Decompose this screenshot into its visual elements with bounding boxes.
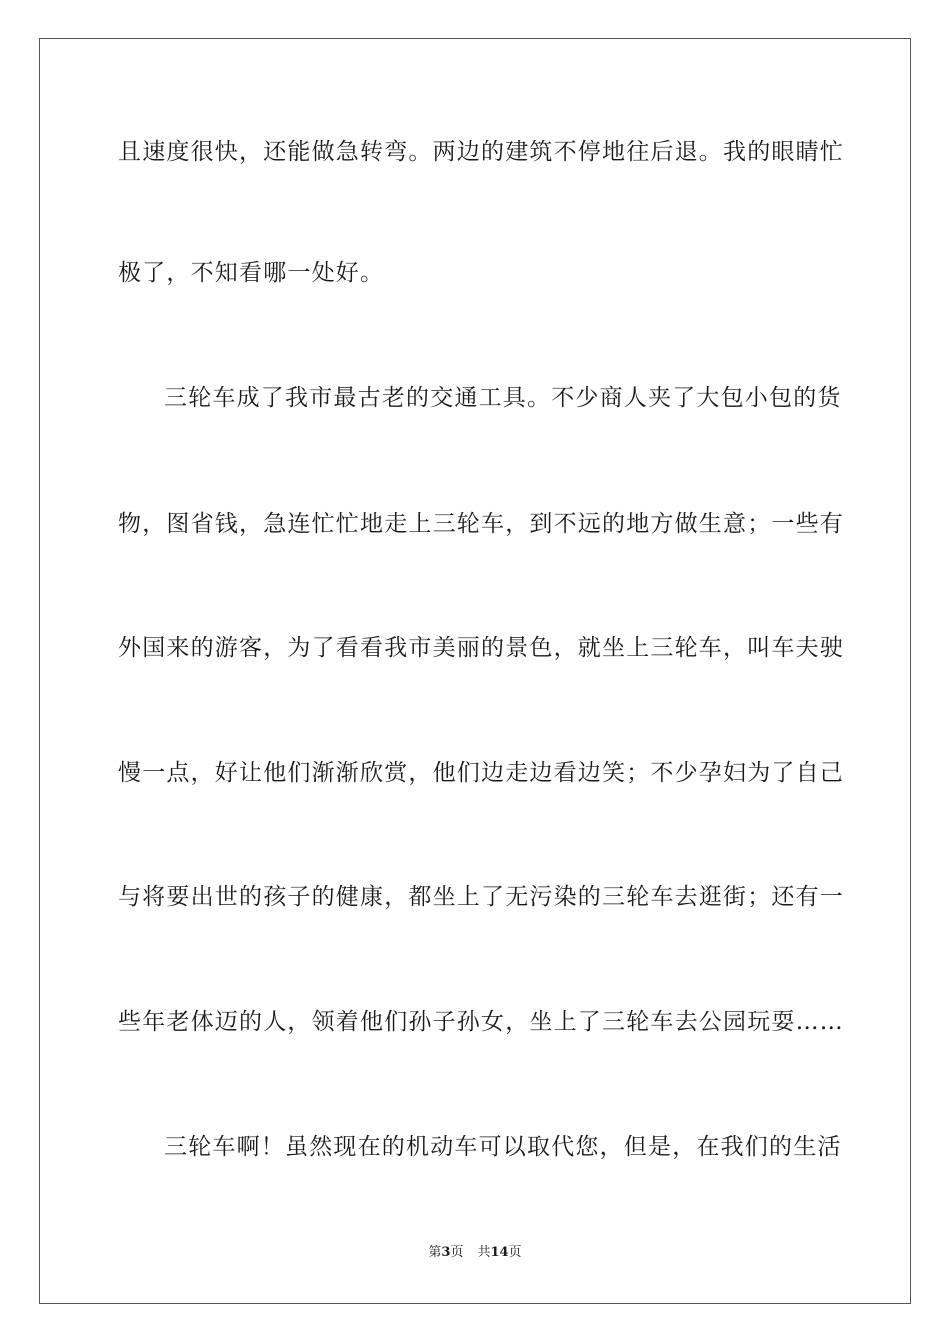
footer-page-prefix: 第 [428, 1245, 442, 1260]
text-line-1: 且速度很快，还能做急转弯。两边的建筑不停地往后退。我的眼睛忙 [118, 139, 844, 165]
footer-page-suffix: 页 [450, 1245, 464, 1260]
footer-page-number: 3 [441, 1245, 451, 1260]
footer-total-pages: 14 [490, 1245, 509, 1260]
text-line-8: 些年老体迈的人，领着他们孙子孙女，坐上了三轮车去公园玩耍…… [118, 1009, 844, 1035]
text-line-6: 慢一点，好让他们渐渐欣赏，他们边走边看边笑；不少孕妇为了自己 [118, 760, 844, 786]
text-line-4: 物，图省钱，急连忙忙地走上三轮车，到不远的地方做生意；一些有 [118, 511, 844, 537]
text-line-9-paragraph-start: 三轮车啊！虽然现在的机动车可以取代您，但是，在我们的生活 [164, 1134, 842, 1160]
footer-total-prefix: 共 [477, 1245, 491, 1260]
text-line-5: 外国来的游客，为了看看我市美丽的景色，就坐上三轮车，叫车夫驶 [118, 635, 844, 661]
page-footer [0, 1245, 950, 1261]
text-line-7: 与将要出世的孩子的健康，都坐上了无污染的三轮车去逛街；还有一 [118, 884, 844, 910]
text-line-3-paragraph-start: 三轮车成了我市最古老的交通工具。不少商人夹了大包小包的货 [164, 385, 842, 411]
text-line-2: 极了，不知看哪一处好。 [118, 260, 385, 286]
page-frame [39, 38, 911, 1304]
footer-total-suffix: 页 [508, 1245, 522, 1260]
